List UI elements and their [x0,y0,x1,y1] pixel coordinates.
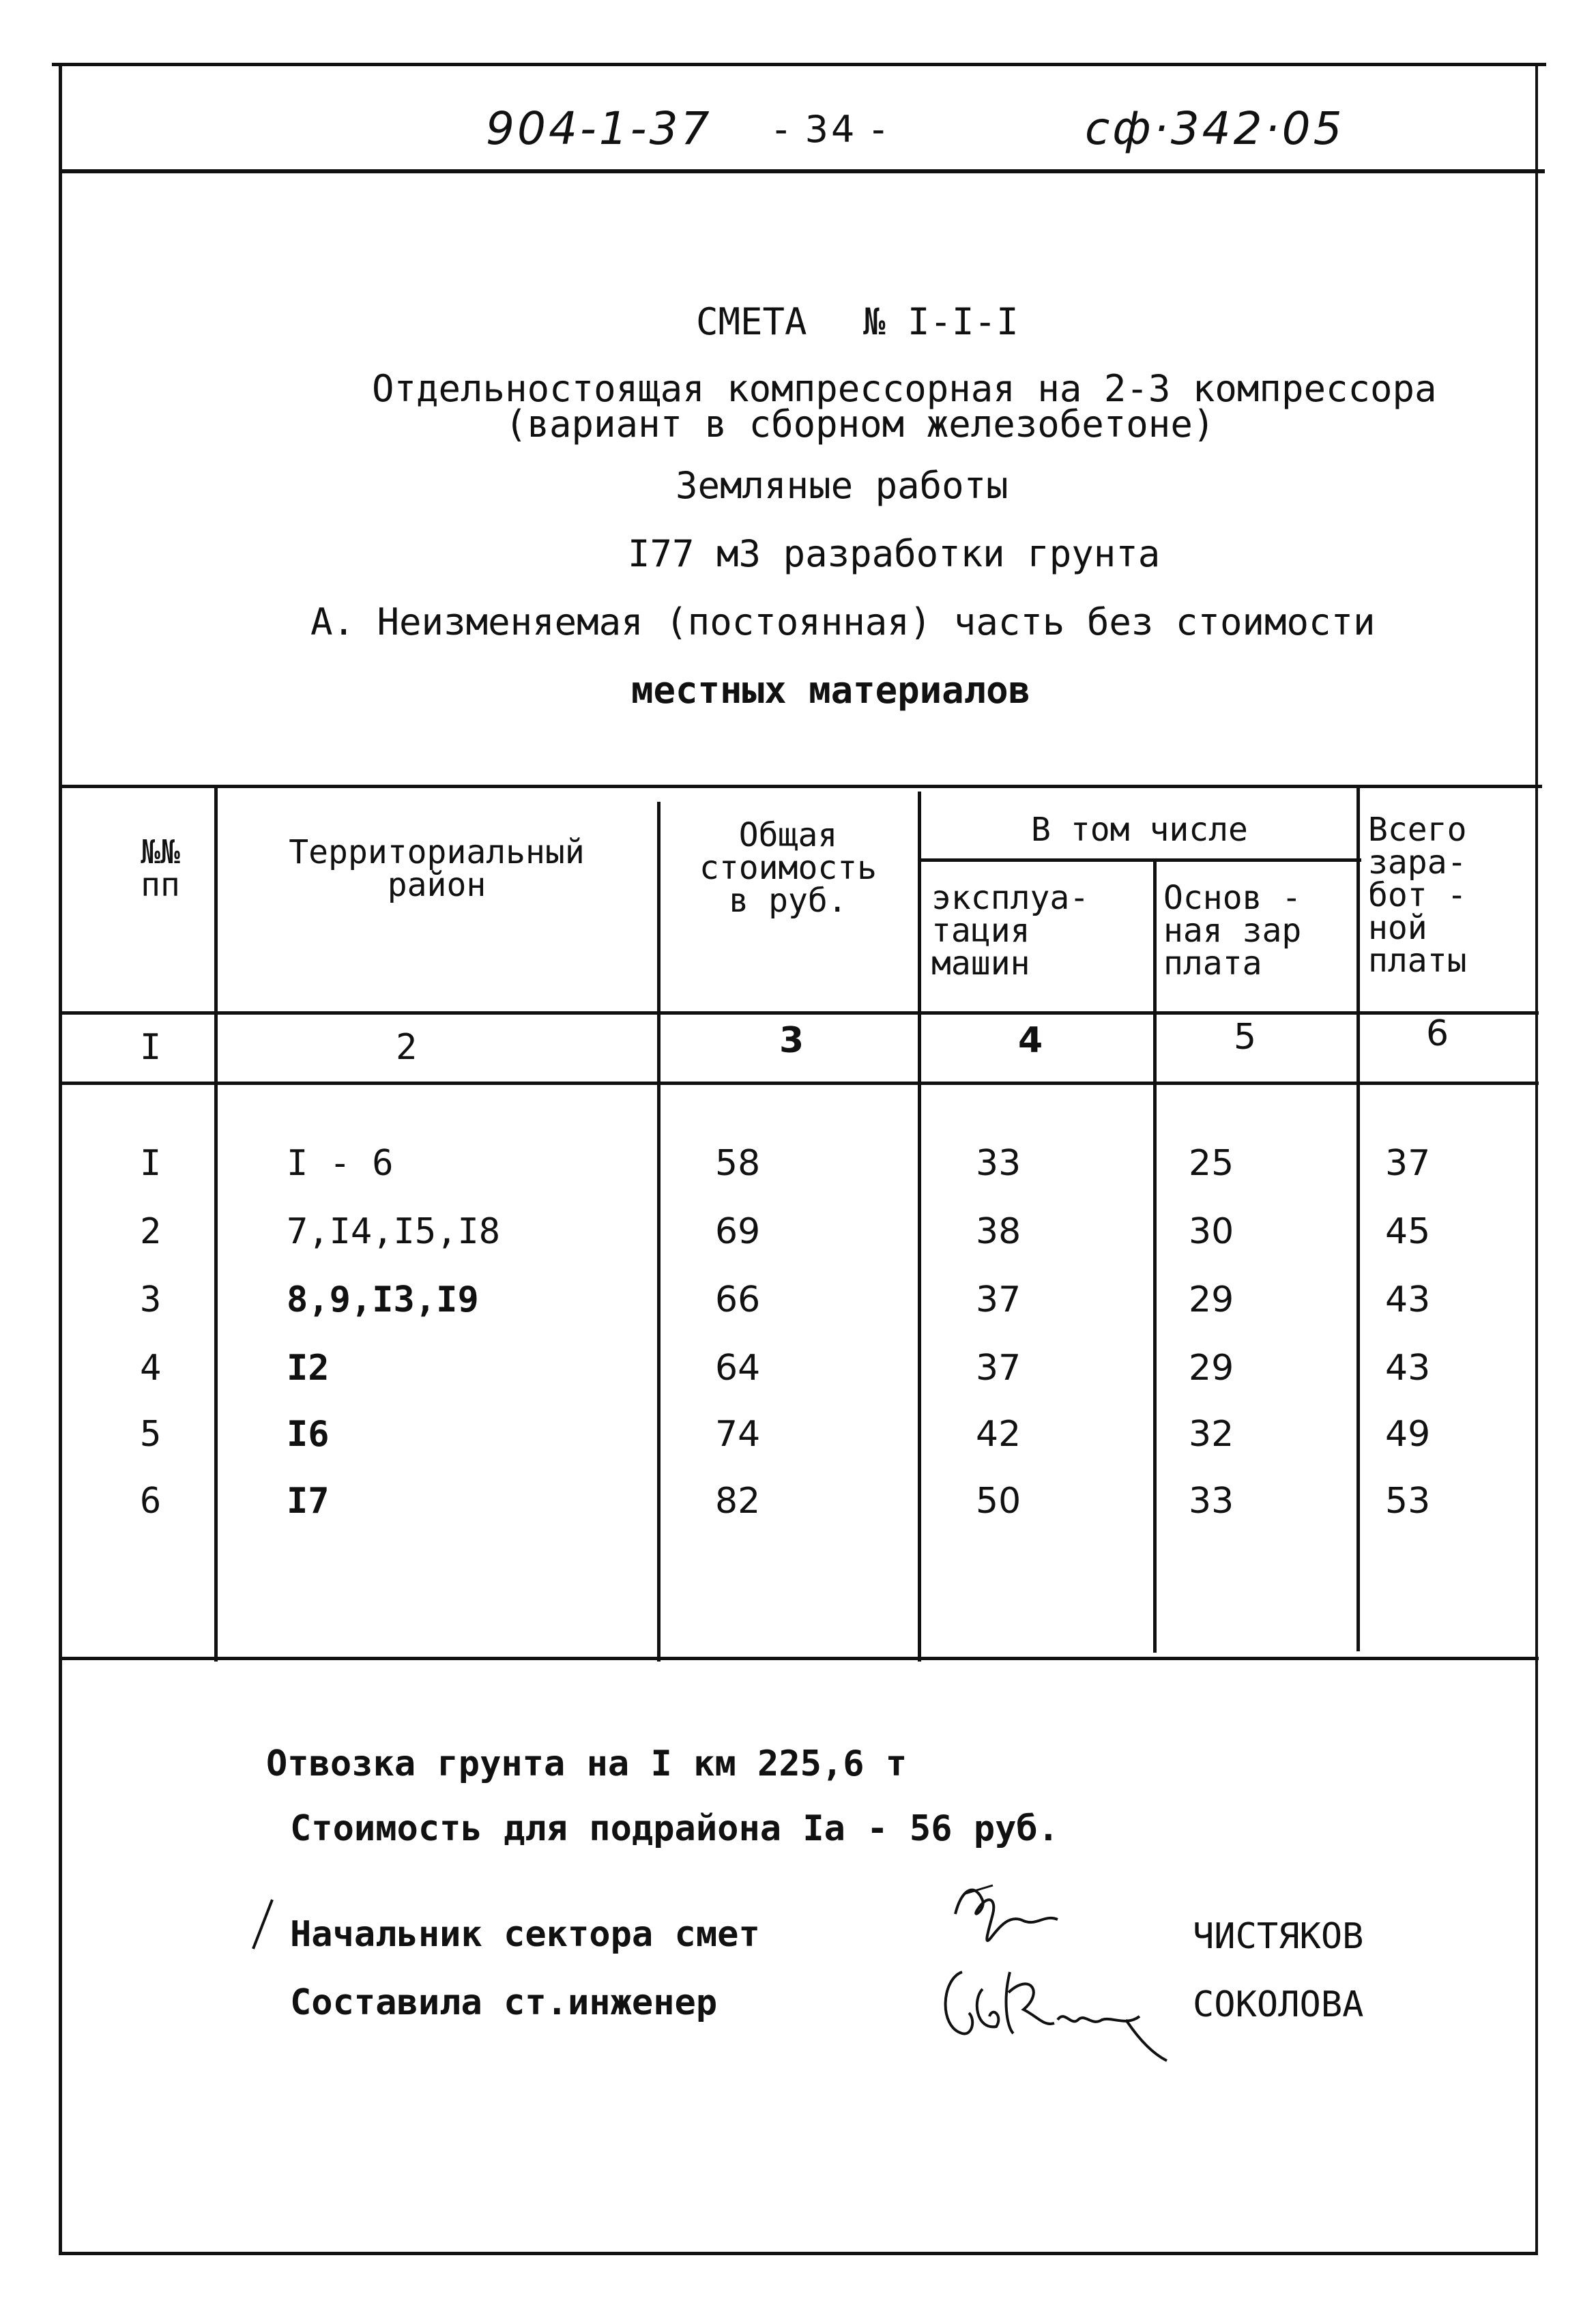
row-total: 74 [715,1414,761,1455]
header-total: Общая стоимость в руб. [699,816,877,920]
chief-name: ЧИСТЯКОВ [1193,1916,1364,1957]
author-name: СОКОЛОВА [1193,1984,1364,2025]
col-number: 4 [1018,1020,1043,1061]
row-number: 4 [140,1348,162,1389]
table-col-divider [918,792,921,1662]
row-machines: 37 [976,1279,1021,1320]
row-machines: 42 [976,1414,1021,1455]
row-salary: 29 [1189,1348,1234,1389]
table-col-divider [1356,788,1360,1651]
row-number: 3 [140,1279,162,1320]
col-numbers-rule [61,1082,1539,1085]
row-all-salary: 45 [1385,1211,1431,1252]
group-header-rule [918,858,1361,862]
object-variant: (вариант в сборном железобетоне) [505,403,1215,446]
table-col-divider [1153,861,1157,1653]
row-all-salary: 53 [1385,1481,1431,1522]
row-region: I2 [287,1348,330,1389]
row-machines: 33 [976,1143,1021,1184]
header-num: №№ пп [141,833,180,904]
row-total: 66 [715,1279,761,1320]
estimate-number: № I-I-I [863,300,1019,343]
estimate-title: СМЕТА [696,300,807,343]
row-total: 82 [715,1481,761,1522]
table-bottom-rule [61,1657,1539,1660]
col-number: I [140,1027,162,1068]
row-region: I - 6 [287,1143,394,1184]
row-salary: 29 [1189,1279,1234,1320]
series-code: сф·342·05 [1085,102,1345,155]
col-number: 3 [779,1020,804,1061]
margin-mark [249,1897,276,1952]
table-top-rule [61,785,1542,788]
subregion-note: Стоимость для подрайона Iа - 56 руб. [290,1808,1060,1849]
col-number: 2 [396,1027,418,1068]
col-number: 6 [1426,1013,1449,1054]
row-number: 6 [140,1481,162,1522]
row-salary: 25 [1189,1143,1234,1184]
object-name: Отдельностоящая компрессорная на 2-3 компрессора [372,367,1437,410]
transport-note: Отвозка грунта на I км 225,6 т [266,1743,908,1784]
author-signature [935,1952,1180,2068]
header-salary: Основ - ная зар плата [1163,879,1302,983]
row-salary: 32 [1189,1414,1234,1455]
work-volume: I77 м3 разработки грунта [628,532,1161,575]
document-code: 904-1-37 [486,102,712,155]
header-group: В том числе [1031,811,1248,849]
header-bottom-rule [61,1011,1539,1015]
row-machines: 50 [976,1481,1021,1522]
header-rule [59,169,1545,173]
col-number: 5 [1234,1017,1257,1058]
row-all-salary: 49 [1385,1414,1431,1455]
row-salary: 33 [1189,1481,1234,1522]
row-region: 7,I4,I5,I8 [287,1211,501,1252]
section-subtitle: местных материалов [631,669,1031,712]
author-role: Составила ст.инженер [290,1982,718,2023]
row-number: 2 [140,1211,162,1252]
chief-role: Начальник сектора смет [290,1914,760,1955]
table-col-divider [657,802,661,1662]
row-machines: 38 [976,1211,1021,1252]
row-number: 5 [140,1414,162,1455]
row-region: I7 [287,1481,330,1522]
header-region: Территориальный район [289,833,585,904]
header-machines: эксплуа- тация машин [931,879,1090,983]
row-region: 8,9,I3,I9 [287,1279,479,1320]
row-machines: 37 [976,1348,1021,1389]
header-all-salary: Всего зара- бот - ной платы [1368,811,1467,980]
row-salary: 30 [1189,1211,1234,1252]
work-type: Земляные работы [676,464,1009,507]
row-number: I [140,1143,162,1184]
section-title: А. Неизменяемая (постоянная) часть без стоимости [310,600,1376,643]
page-number: - 34 - [774,108,888,151]
chief-signature [942,1873,1085,1955]
row-all-salary: 37 [1385,1143,1431,1184]
row-all-salary: 43 [1385,1348,1431,1389]
row-total: 64 [715,1348,761,1389]
row-total: 58 [715,1143,761,1184]
table-col-divider [214,788,218,1662]
row-total: 69 [715,1211,761,1252]
row-all-salary: 43 [1385,1279,1431,1320]
row-region: I6 [287,1414,330,1455]
